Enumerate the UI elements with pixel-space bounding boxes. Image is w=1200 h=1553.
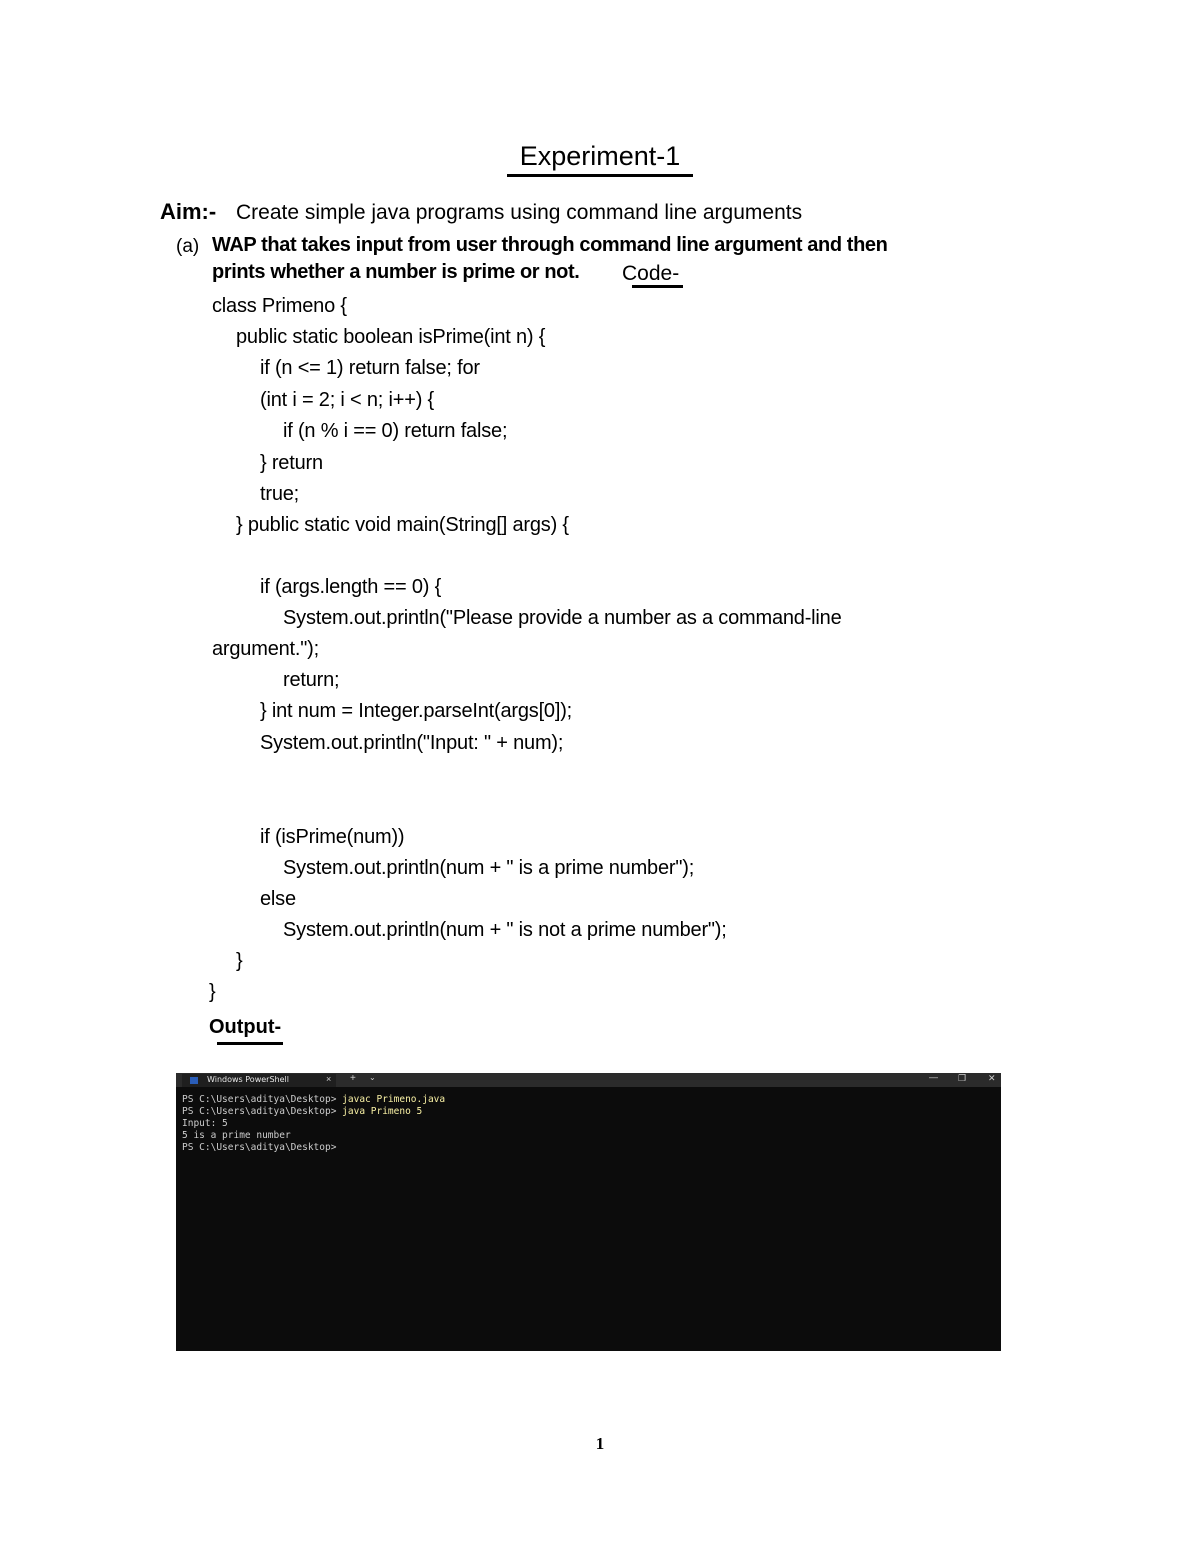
terminal-titlebar: [176, 1073, 1001, 1087]
terminal-line: [182, 1094, 445, 1105]
code-line: return;: [283, 669, 340, 691]
output-label-underline: [217, 1042, 283, 1045]
tab-close-icon[interactable]: ×: [326, 1074, 332, 1084]
close-icon[interactable]: ✕: [988, 1073, 996, 1083]
code-line: (int i = 2; i < n; i++) {: [260, 389, 434, 411]
code-line: System.out.println(num + " is a prime number");: [283, 857, 695, 879]
terminal-tab-title: Windows PowerShell: [207, 1075, 289, 1084]
code-label: Code-: [622, 262, 680, 285]
terminal-prompt: PS C:\Users\aditya\Desktop>: [182, 1106, 343, 1117]
output-label: Output-: [209, 1016, 282, 1038]
code-line: else: [260, 888, 296, 910]
code-line: System.out.println("Please provide a number as a command-line: [283, 607, 842, 629]
code-line: argument.");: [212, 638, 319, 660]
code-line: }: [236, 950, 243, 972]
terminal-output: Input: 5: [182, 1118, 228, 1129]
aim-text: Create simple java programs using command line arguments: [236, 201, 803, 224]
code-line: if (n <= 1) return false; for: [260, 357, 480, 379]
terminal-prompt: PS C:\Users\aditya\Desktop>: [182, 1142, 337, 1153]
aim-label: Aim:-: [160, 199, 217, 224]
question-line-2: prints whether a number is prime or not.: [212, 261, 580, 283]
terminal-output: 5 is a prime number: [182, 1130, 291, 1141]
code-line: public static boolean isPrime(int n) {: [236, 326, 546, 348]
question-line-1: WAP that takes input from user through command line argument and then: [212, 234, 888, 256]
terminal-tab[interactable]: [182, 1074, 336, 1087]
page-number: 1: [595, 1434, 605, 1453]
document-title: Experiment-1: [519, 141, 681, 171]
code-line: } return: [260, 452, 323, 474]
terminal-command: javac Primeno.java: [342, 1094, 446, 1105]
maximize-icon[interactable]: ❐: [958, 1073, 967, 1083]
code-line: } public static void main(String[] args) {: [236, 514, 569, 536]
powershell-icon: [190, 1077, 198, 1084]
terminal-screenshot: [176, 1073, 1001, 1351]
code-label-underline: [632, 285, 683, 288]
code-line: System.out.println("Input: " + num);: [260, 732, 564, 754]
new-tab-icon[interactable]: +: [350, 1073, 356, 1084]
code-line: class Primeno {: [212, 295, 347, 317]
chevron-down-icon[interactable]: ⌄: [369, 1073, 376, 1082]
terminal-command: java Primeno 5: [342, 1106, 423, 1117]
code-line: if (args.length == 0) {: [260, 576, 442, 598]
code-line: System.out.println(num + " is not a prime number");: [283, 919, 727, 941]
code-line: true;: [260, 483, 300, 505]
terminal-line: [182, 1142, 336, 1153]
title-underline: [507, 174, 693, 177]
terminal-line: [182, 1130, 291, 1141]
code-line: }: [209, 981, 216, 1003]
code-line: if (isPrime(num)): [260, 826, 405, 848]
minimize-icon[interactable]: —: [929, 1072, 938, 1082]
terminal-prompt: PS C:\Users\aditya\Desktop>: [182, 1094, 343, 1105]
code-line: if (n % i == 0) return false;: [283, 420, 508, 442]
terminal-line: [182, 1118, 228, 1129]
code-line: } int num = Integer.parseInt(args[0]);: [260, 700, 573, 722]
question-marker: (a): [176, 236, 200, 257]
terminal-line: [182, 1106, 422, 1117]
